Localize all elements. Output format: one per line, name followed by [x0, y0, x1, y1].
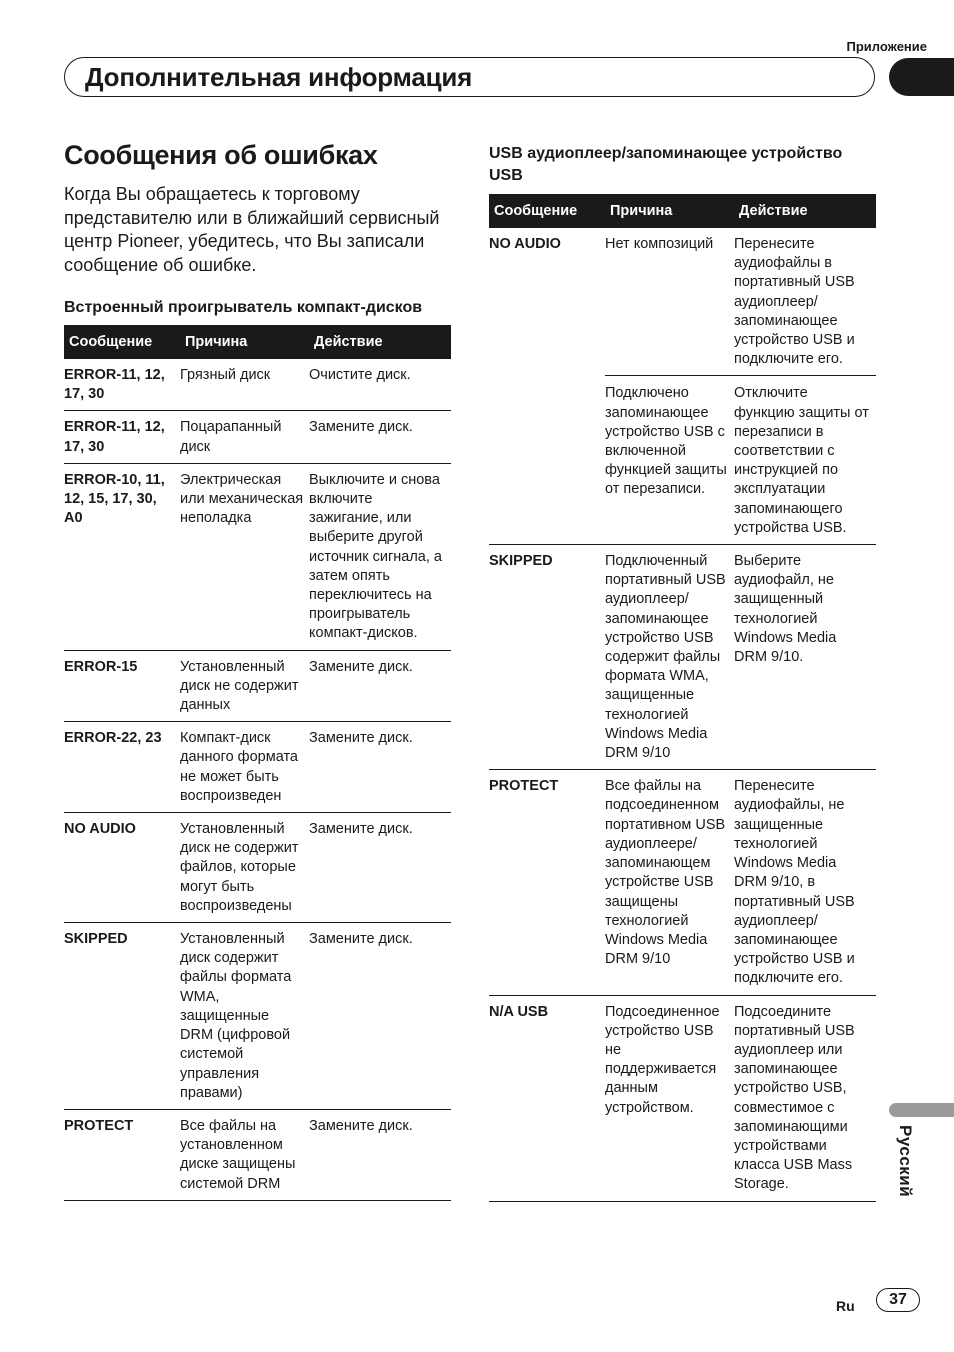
table-row — [64, 722, 451, 813]
cd-error-table — [64, 325, 451, 1201]
footer-language-code: Ru — [836, 1298, 855, 1314]
error-action: Замените диск. — [309, 1109, 451, 1200]
error-action: Перенесите аудиофайлы в портативный USB аудиоплеер/запоминающее устройство USB и подключите его. — [734, 236, 855, 368]
table-row — [64, 1109, 451, 1200]
error-message: NO AUDIO — [489, 236, 561, 252]
error-action: Замените диск. — [309, 411, 451, 463]
cd-player-heading: Встроенный проигрыватель компакт-дисков — [64, 299, 423, 316]
table-row — [64, 923, 451, 1110]
error-message: ERROR-11, 12, 17, 30 — [64, 359, 180, 411]
col-header-action: Действие — [734, 194, 876, 228]
language-tab — [889, 1103, 954, 1117]
error-cause: Все файлы на установленном диске защищены системой DRM — [180, 1109, 309, 1200]
error-action: Выберите аудиофайл, не защищенный технологией Windows Media DRM 9/10. — [734, 545, 876, 770]
error-cause: Компакт-диск данного формата не может быть воспроизведен — [180, 722, 309, 813]
error-cause: Подсоединенное устройство USB не поддерживается данным устройством. — [605, 995, 734, 1201]
intro-text: Когда Вы обращаетесь к торговому представителю или в ближайший сервисный центр Pioneer, убедитесь, что Вы записали сообщение об ошибке. — [64, 184, 440, 275]
error-cause: Поцарапанный диск — [180, 411, 309, 463]
error-message: PROTECT — [489, 770, 605, 995]
col-header-action: Действие — [309, 325, 451, 359]
error-cause: Нет композиций — [605, 236, 714, 252]
table-header-row — [64, 325, 451, 359]
left-column — [64, 140, 451, 1201]
page-title: Сообщения об ошибках — [64, 140, 378, 170]
appendix-label: Приложение — [846, 39, 927, 54]
error-message: ERROR-10, 11, 12, 15, 17, 30, A0 — [64, 463, 180, 650]
error-message: ERROR-22, 23 — [64, 722, 180, 813]
error-action: Замените диск. — [309, 650, 451, 722]
error-message — [489, 376, 605, 545]
section-header — [64, 57, 875, 97]
error-cause: Электрическая или механическая неполадка — [180, 463, 309, 650]
section-title: Дополнительная информация — [85, 61, 473, 92]
table-row — [489, 228, 876, 376]
error-action: Выключите и снова включите зажигание, или выберите другой источник сигнала, а затем опять переключитесь на проигрыватель компакт-дисков. — [309, 463, 451, 650]
page-number-value: 37 — [889, 1291, 907, 1308]
error-action: Замените диск. — [309, 923, 451, 1110]
error-message: N/A USB — [489, 995, 605, 1201]
error-message: ERROR-15 — [64, 650, 180, 722]
language-label: Русский — [896, 1125, 915, 1198]
col-header-cause: Причина — [605, 194, 734, 228]
section-tab — [889, 58, 954, 96]
col-header-message: Сообщение — [64, 325, 180, 359]
table-row — [489, 770, 876, 995]
table-row — [64, 411, 451, 463]
error-cause: Подключенный портативный USB аудиоплеер/запоминающее устройство USB содержит файлы формата WMA, защищенные технологией Windows Media DRM 9/10 — [605, 545, 734, 770]
table-row — [64, 359, 451, 411]
error-action: Подсоедините портативный USB аудиоплеер или запоминающее устройство USB, совместимое с запоминающими устройствами класса USB Mass Storage. — [734, 995, 876, 1201]
error-cause: Установленный диск не содержит файлов, которые могут быть воспроизведены — [180, 813, 309, 923]
usb-error-table — [489, 194, 876, 1202]
error-message: NO AUDIO — [64, 813, 180, 923]
table-header-row — [489, 194, 876, 228]
col-header-message: Сообщение — [489, 194, 605, 228]
error-cause: Все файлы на подсоединенном портативном USB аудиоплеере/запоминающем устройстве USB защищены технологией Windows Media DRM 9/10 — [605, 770, 734, 995]
error-action: Замените диск. — [309, 813, 451, 923]
error-action: Очистите диск. — [309, 359, 451, 411]
table-row — [64, 650, 451, 722]
page-number — [876, 1288, 920, 1312]
error-message: ERROR-11, 12, 17, 30 — [64, 411, 180, 463]
col-header-cause: Причина — [180, 325, 309, 359]
table-row — [489, 545, 876, 770]
table-row — [489, 376, 876, 545]
right-column — [489, 143, 876, 1202]
error-message: SKIPPED — [489, 545, 605, 770]
error-action: Замените диск. — [309, 722, 451, 813]
error-action: Перенесите аудиофайлы, не защищенные технологией Windows Media DRM 9/10, в портативный USB аудиоплеер/запоминающее устройство USB и подключите его. — [734, 770, 876, 995]
error-message: PROTECT — [64, 1109, 180, 1200]
error-cause: Установленный диск не содержит данных — [180, 650, 309, 722]
usb-heading: USB аудиоплеер/запоминающее устройство USB — [489, 145, 843, 184]
error-cause: Подключено запоминающее устройство USB с включенной функцией защиты от перезаписи. — [605, 376, 734, 545]
error-cause: Грязный диск — [180, 359, 309, 411]
table-row — [64, 813, 451, 923]
table-row — [489, 995, 876, 1201]
error-action: Отключите функцию защиты от перезаписи в соответствии с инструкцией по эксплуатации запоминающего устройства USB. — [734, 376, 876, 545]
error-cause: Установленный диск содержит файлы формата WMA, защищенные DRM (цифровой системой управления правами) — [180, 923, 309, 1110]
table-row — [64, 463, 451, 650]
error-message: SKIPPED — [64, 923, 180, 1110]
